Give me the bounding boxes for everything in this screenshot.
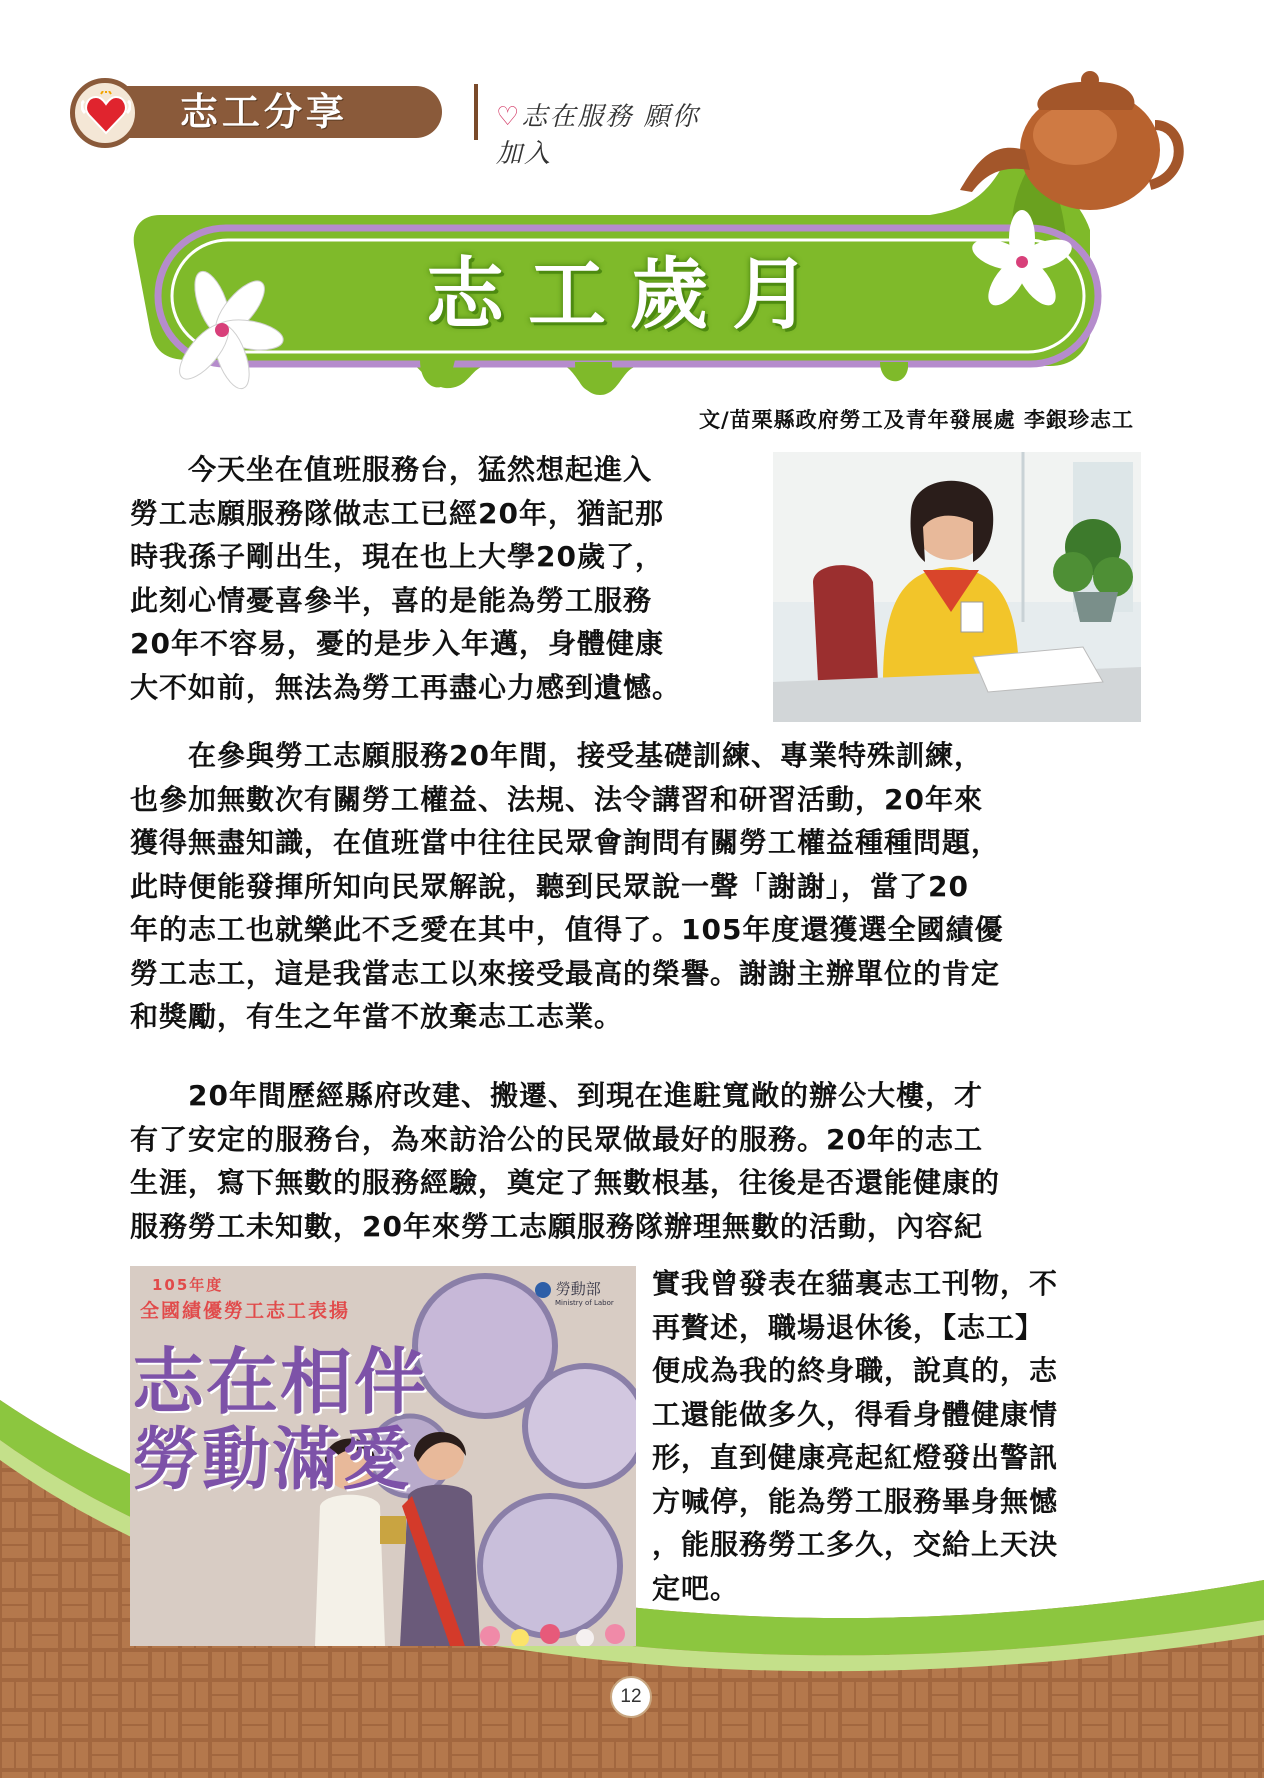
text-line: 生涯，寫下無數的服務經驗，奠定了無數根基，往後是否還能健康的 (130, 1166, 1001, 1199)
text-line: 形，直到健康亮起紅燈發出警訊 (652, 1441, 1059, 1474)
award-headline-1: 志在相伴 (132, 1340, 429, 1424)
text-line: 定吧。 (652, 1571, 740, 1605)
ministry-logo (535, 1278, 614, 1307)
text-line: 時我孫子剛出生，現在也上大學20歲了， (130, 540, 664, 573)
text-line: 年的志工也就樂此不乏愛在其中，值得了。105年度還獲選全國績優 (130, 913, 1004, 946)
header-divider (474, 84, 478, 140)
ministry-seal-icon (535, 1282, 551, 1298)
text-line: 此時便能發揮所知向民眾解說，聽到民眾說一聲「謝謝」，當了20 (130, 869, 969, 903)
section-title: 志工分享 (180, 90, 349, 134)
text-line: 服務勞工未知數，20年來勞工志願服務隊辦理無數的活動，內容紀 (130, 1209, 983, 1243)
text-line: 20年間歷經縣府改建、搬遷、到現在進駐寬敞的辦公大樓，才 (130, 1079, 983, 1112)
text-line: 在參與勞工志願服務20年間，接受基礎訓練、專業特殊訓練， (130, 739, 983, 772)
text-line: 有了安定的服務台，為來訪洽公的民眾做最好的服務。20年的志工 (130, 1122, 983, 1156)
text-line: ，能服務勞工多久，交給上天決 (652, 1528, 1059, 1561)
paragraph-3 (130, 1074, 1140, 1248)
text-line: 實我曾發表在貓裏志工刊物，不 (652, 1267, 1059, 1300)
header-slogan (496, 96, 710, 170)
title-banner-graphic (0, 0, 1264, 420)
slogan-text: 志在服務 願你加入 (496, 102, 700, 169)
text-line: 和獎勵，有生之年當不放棄志工志業。 (130, 1000, 624, 1033)
section-header (70, 78, 710, 169)
page-number: 12 (610, 1676, 652, 1718)
volunteer-heart-logo (70, 78, 140, 148)
paragraph-2 (130, 734, 1140, 1039)
text-line: 20年不容易，憂的是步入年邁，身體健康 (130, 627, 664, 660)
text-line: 勞工志工，這是我當志工以來接受最高的榮譽。謝謝主辦單位的肯定 (130, 956, 1001, 990)
text-line: 再贅述，職場退休後，【志工】 (652, 1310, 1045, 1344)
text-line: 今天坐在值班服務台，猛然想起進入 (130, 453, 653, 486)
text-line: 工還能做多久，得看身體健康情 (652, 1397, 1059, 1431)
award-banner-year: 105年度 (152, 1276, 224, 1294)
text-line: 大不如前，無法為勞工再盡心力感到遺憾。 (130, 670, 682, 704)
text-line: 此刻心情憂喜參半，喜的是能為勞工服務 (130, 583, 653, 617)
small-heart-icon: ♡ (496, 102, 522, 132)
award-headline-2: 勞動滿愛 (132, 1421, 413, 1500)
ministry-name: 勞動部 (555, 1280, 601, 1298)
text-line: 勞工志願服務隊做志工已經20年，猶記那 (130, 496, 664, 530)
text-line: 便成為我的終身職，說真的，志 (652, 1354, 1059, 1387)
text-line: 獲得無盡知識，在值班當中往往民眾會詢問有關勞工權益種種問題， (130, 826, 1001, 859)
text-line: 方喊停，能為勞工服務畢身無憾 (652, 1484, 1059, 1518)
award-ceremony-photo (130, 1266, 636, 1646)
paragraph-4 (652, 1262, 1142, 1610)
article-title: 志工歲月 (425, 250, 834, 340)
byline: 文/苗栗縣政府勞工及青年發展處 李銀珍志工 (699, 408, 1134, 432)
award-banner-subtitle: 全國績優勞工志工表揚 (140, 1300, 351, 1322)
photo-illustration (773, 452, 1141, 722)
text-line: 也參加無數次有關勞工權益、法規、法令講習和研習活動，20年來 (130, 782, 983, 816)
volunteer-portrait-photo (773, 452, 1141, 722)
paragraph-1 (130, 448, 760, 709)
heart-wings-icon (81, 91, 131, 137)
ministry-name-en: Ministry of Labor (555, 1299, 614, 1307)
